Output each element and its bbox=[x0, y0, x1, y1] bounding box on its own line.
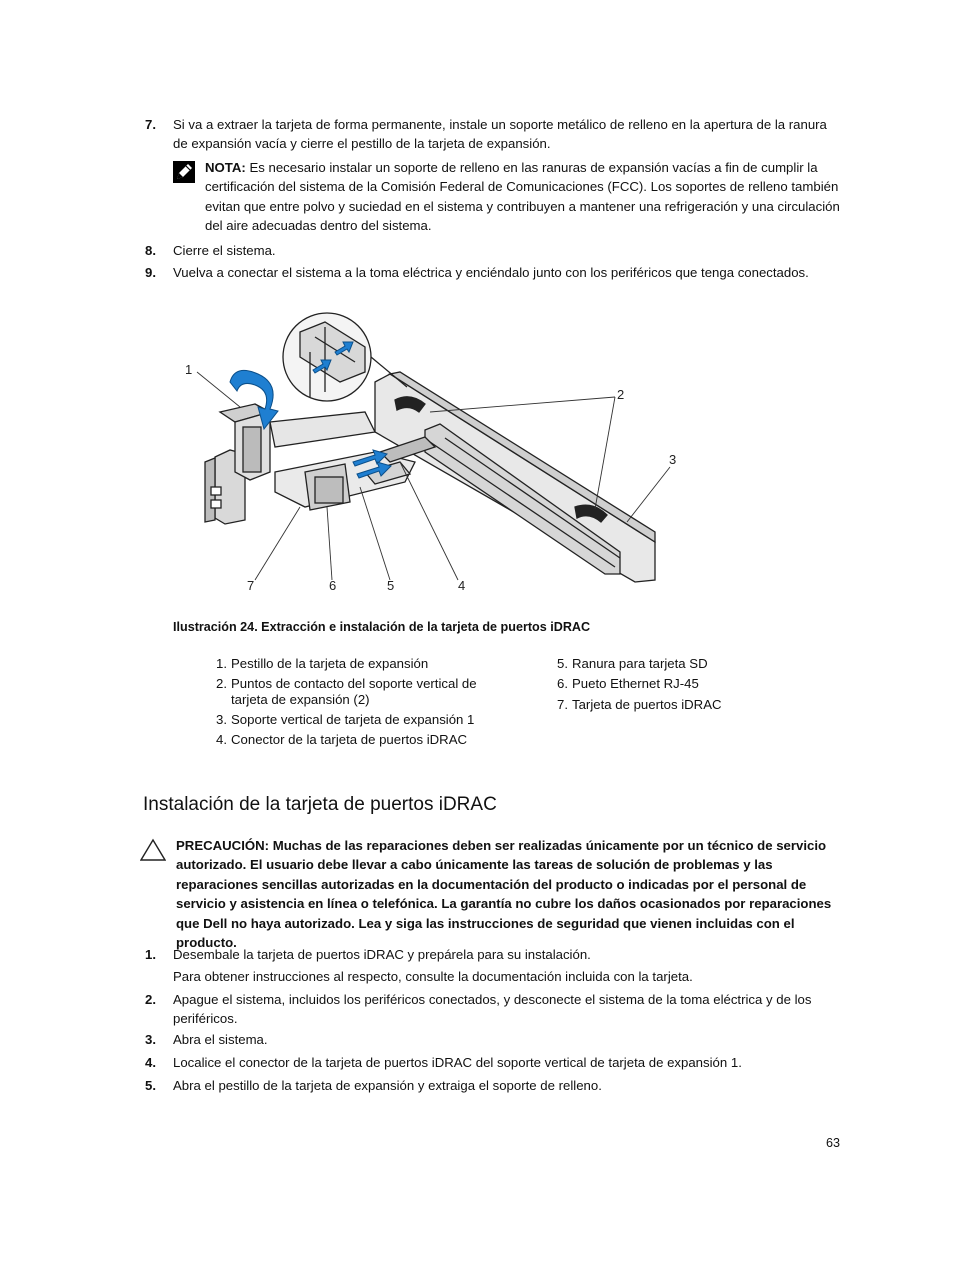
caution-text: PRECAUCIÓN: Muchas de las reparaciones deben ser realizadas únicamente por un técnico de servicio autorizado. El usuario debe llevar a cabo únicamente las tareas de solución de problemas y las reparaciones sencillas autorizadas en la documentación del producto o indicadas por el personal de servicio y asistencia en línea o telefónica. La garantía no cubre los daños ocasionados por reparaciones que Dell no haya autorizado. Lea y siga las instrucciones de seguridad que vienen incluidas con el producto. bbox=[176, 838, 832, 951]
manual-page: 7. Si va a extraer la tarjeta de forma permanente, instale un soporte metálico de relleno en la apertura de la ranura de expansión vacía y cierre el pestillo de la tarjeta de expansión. NOTA: Es necesario instalar un soporte de relleno en las ranuras de expansión vacías a fin de cumplir la certificación del sistema de la Comisión Federal de Comunicaciones (FCC). Los soportes de relleno también evitan que entre polvo y suciedad en el sistema y contribuyen a mantener una refrigeración y una circulación del aire adecuadas dentro del sistema. 8. Cierre el sistema. 9. Vuelva a conectar el sistema a la toma eléctrica y enciéndalo junto con los periféricos que tenga conectados. 1 2 3 4 5 6 7 Ilustración 24. Extracción e instalación de la tarjeta de puertos iDRAC 1. Pestillo de la tarjeta de expansión 2. Puntos de contacto del soporte vertical de tarjeta de expansión (2) 3. Soporte vertical de tarjeta de expansión 1 4. Conector de la tarjeta de puertos iDRAC 5. Ranura para tarjeta SD 6. Pueto Ethernet RJ-45 7. Tarjeta de puertos iDRAC Instalación de la tarjeta de puertos iDRAC PRECAUCIÓN: Muchas de las reparaciones deben ser realizadas únicamente por un técnico de servicio autorizado. El usuario debe llevar a cabo únicamente las tareas de solución de problemas y las reparaciones sencillas autorizadas en la documentación del producto o indicadas por el personal de servicio y asistencia en línea o telefónica. La garantía no cubre los daños ocasionados por reparaciones que Dell no haya autorizado. Lea y siga las instrucciones de seguridad que vienen incluidas con el producto. 1. Desembale la tarjeta de puertos iDRAC y prepárela para su instalación. Para obtener instrucciones al respecto, consulte la documentación incluida con la tarjeta. 2. Apague el sistema, incluidos los periféricos conectados, y desconecte el sistema de la toma eléctrica y de los periféricos. 3. Abra el sistema. 4. Localice el conector de la tarjeta de puertos iDRAC del soporte vertical de tarjeta de expansión 1. 5. Abra el pestillo de la tarjeta de expansión y extraiga el soporte de relleno. 63 bbox=[0, 0, 954, 1268]
step-text: Si va a extraer la tarjeta de forma permanente, instale un soporte metálico de relleno en la apertura de la ranura de expansión vacía y cierre el pestillo de la tarjeta de expansión. bbox=[173, 117, 827, 151]
step-number: 8. bbox=[145, 243, 156, 258]
step-text: Cierre el sistema. bbox=[173, 243, 276, 258]
callout-4: 4 bbox=[458, 578, 466, 593]
step-text: Abra el pestillo de la tarjeta de expansión y extraiga el soporte de relleno. bbox=[173, 1078, 602, 1093]
section-heading: Instalación de la tarjeta de puertos iDRAC bbox=[143, 794, 497, 815]
step-text: Apague el sistema, incluidos los periféricos conectados, y desconecte el sistema de la toma eléctrica y de los periféricos. bbox=[173, 992, 812, 1026]
step-number: 2. bbox=[145, 992, 156, 1007]
pencil-note-icon bbox=[173, 161, 195, 183]
note-label: NOTA: bbox=[205, 160, 246, 175]
step-number: 5. bbox=[145, 1078, 156, 1093]
callout-1: 1 bbox=[185, 362, 193, 377]
step-number: 1. bbox=[145, 947, 156, 962]
warning-triangle-icon bbox=[140, 838, 166, 862]
step-number: 4. bbox=[145, 1055, 156, 1070]
note-text: Es necesario instalar un soporte de relleno en las ranuras de expansión vacías a fin de cumplir la certificación del sistema de la Comisión Federal de Comunicaciones (FCC). Los soportes de relleno también evitan que entre polvo y suciedad en el sistema y contribuyen a mantener una refrigeración y una circulación del aire adecuadas dentro del sistema. bbox=[205, 160, 840, 234]
step-text: Vuelva a conectar el sistema a la toma eléctrica y enciéndalo junto con los periféricos que tenga conectados. bbox=[173, 265, 809, 280]
callout-6: 6 bbox=[329, 578, 337, 593]
callout-5: 5 bbox=[387, 578, 395, 593]
step-1-subtext: Para obtener instrucciones al respecto, consulte la documentación incluida con la tarjeta. bbox=[173, 969, 693, 984]
step-number: 3. bbox=[145, 1032, 156, 1047]
step-number: 9. bbox=[145, 265, 156, 280]
callout-2: 2 bbox=[617, 387, 625, 402]
figure-caption: Ilustración 24. Extracción e instalación de la tarjeta de puertos iDRAC bbox=[173, 620, 591, 634]
step-number: 7. bbox=[145, 117, 156, 132]
step-text: Abra el sistema. bbox=[173, 1032, 268, 1047]
step-text: Localice el conector de la tarjeta de puertos iDRAC del soporte vertical de tarjeta de expansión 1. bbox=[173, 1055, 742, 1070]
idrac-card-illustration bbox=[175, 312, 675, 602]
step-text: Desembale la tarjeta de puertos iDRAC y prepárela para su instalación. bbox=[173, 947, 591, 962]
page-number: 63 bbox=[826, 1136, 841, 1150]
callout-7: 7 bbox=[247, 578, 255, 593]
callout-3: 3 bbox=[669, 452, 677, 467]
